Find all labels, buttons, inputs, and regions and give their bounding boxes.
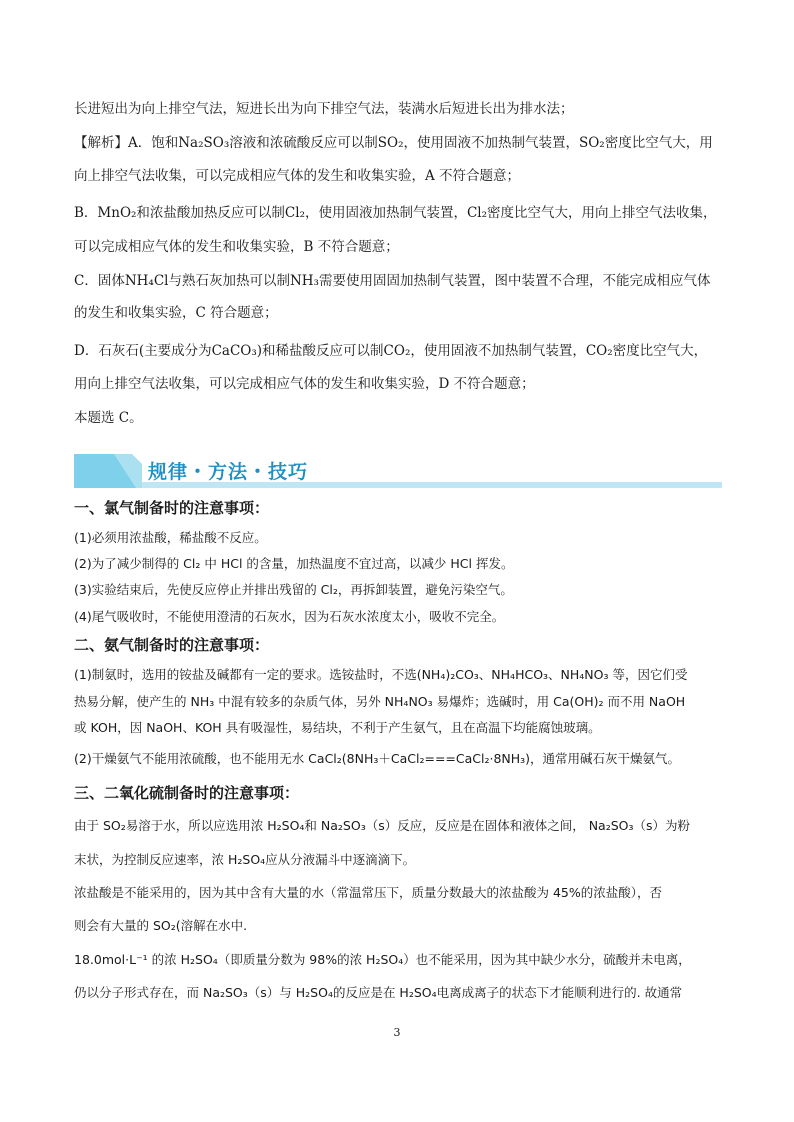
list-item: (1)必须用浓盐酸，稀盐酸不反应。 <box>74 530 267 545</box>
list-item: (3)实验结束后，先使反应停止并排出残留的 Cl₂，再拆卸装置，避免污染空气。 <box>74 582 513 597</box>
analysis-line: 的发生和收集实验，C 符合题意； <box>74 305 278 321</box>
paragraph-line: (2)干燥氨气不能用浓硫酸，也不能用无水 CaCl₂(8NH₃＋CaCl₂===CaCl₂·8NH₃)，通常用碱石灰干燥氨气。 <box>74 751 681 766</box>
analysis-line: 用向上排空气法收集，可以完成相应气体的发生和收集实验，D 不符合题意； <box>74 376 535 392</box>
paragraph-line: 末状，为控制反应速率，浓 H₂SO₄应从分液漏斗中逐滴滴下。 <box>74 852 416 867</box>
list-item: (2)为了减少制得的 Cl₂ 中 HCl 的含量，加热温度不宜过高，以减少 HCl 挥发。 <box>74 556 514 571</box>
section-heading-sulfur-dioxide: 三、二氧化硫制备时的注意事项： <box>74 784 300 802</box>
analysis-line: D．石灰石(主要成分为CaCO₃)和稀盐酸反应可以制CO₂，使用固液不加热制气装置，CO₂密度比空气大， <box>74 343 708 359</box>
analysis-line: 可以完成相应气体的发生和收集实验，B 不符合题意； <box>74 239 399 255</box>
paragraph-line: 则会有大量的 SO₂(溶解在水中. <box>74 918 248 933</box>
analysis-line: 【解析】A．饱和Na₂SO₃溶液和浓硫酸反应可以制SO₂，使用固液不加热制气装置，SO₂密度比空气大，用 <box>74 135 713 151</box>
analysis-line: C．固体NH₄Cl与熟石灰加热可以制NH₃需要使用固固加热制气装置，图中装置不合理，不能完成相应气体 <box>74 273 711 289</box>
section-heading-ammonia: 二、氨气制备时的注意事项： <box>74 636 270 654</box>
analysis-line: 向上排空气法收集，可以完成相应气体的发生和收集实验，A 不符合题意； <box>74 168 521 184</box>
list-item: (4)尾气吸收时，不能使用澄清的石灰水，因为石灰水浓度太小，吸收不完全。 <box>74 609 505 624</box>
paragraph-line: 仍以分子形式存在，而 Na₂SO₃（s）与 H₂SO₄的反应是在 H₂SO₄电离成离子的状态下才能顺利进行的. 故通常 <box>74 985 683 1000</box>
banner-title: 规律・方法・技巧 <box>148 461 309 483</box>
section-heading-chlorine: 一、氯气制备时的注意事项： <box>74 499 270 517</box>
analysis-line: 本题选 C。 <box>74 410 143 426</box>
paragraph-line: (1)制氨时，选用的铵盐及碱都有一定的要求。选铵盐时，不选(NH₄)₂CO₃、NH₄HCO₃、NH₄NO₃ 等，因它们受 <box>74 667 688 682</box>
analysis-line: B．MnO₂和浓盐酸加热反应可以制Cl₂，使用固液加热制气装置，Cl₂密度比空气大，用向上排空气法收集， <box>74 205 717 221</box>
paragraph-line: 18.0mol·L⁻¹ 的浓 H₂SO₄（即质量分数为 98%的浓 H₂SO₄）也不能采用，因为其中缺少水分，硫酸并未电离， <box>74 952 691 967</box>
paragraph-line: 浓盐酸是不能采用的，因为其中含有大量的水（常温常压下，质量分数最大的浓盐酸为 45%的浓盐酸），否 <box>74 885 663 900</box>
page-number: 3 <box>393 1026 401 1039</box>
paragraph-line: 由于 SO₂易溶于水，所以应选用浓 H₂SO₄和 Na₂SO₃（s）反应，反应是在固体和液体之间， Na₂SO₃（s）为粉 <box>74 818 691 833</box>
analysis-line: 长进短出为向上排空气法，短进长出为向下排空气法，装满水后短进长出为排水法； <box>74 101 574 117</box>
paragraph-line: 热易分解，使产生的 NH₃ 中混有较多的杂质气体，另外 NH₄NO₃ 易爆炸；选碱时，用 Ca(OH)₂ 而不用 NaOH <box>74 694 686 709</box>
paragraph-line: 或 KOH，因 NaOH、KOH 具有吸湿性，易结块，不利于产生氨气，且在高温下均能腐蚀玻璃。 <box>74 720 601 735</box>
